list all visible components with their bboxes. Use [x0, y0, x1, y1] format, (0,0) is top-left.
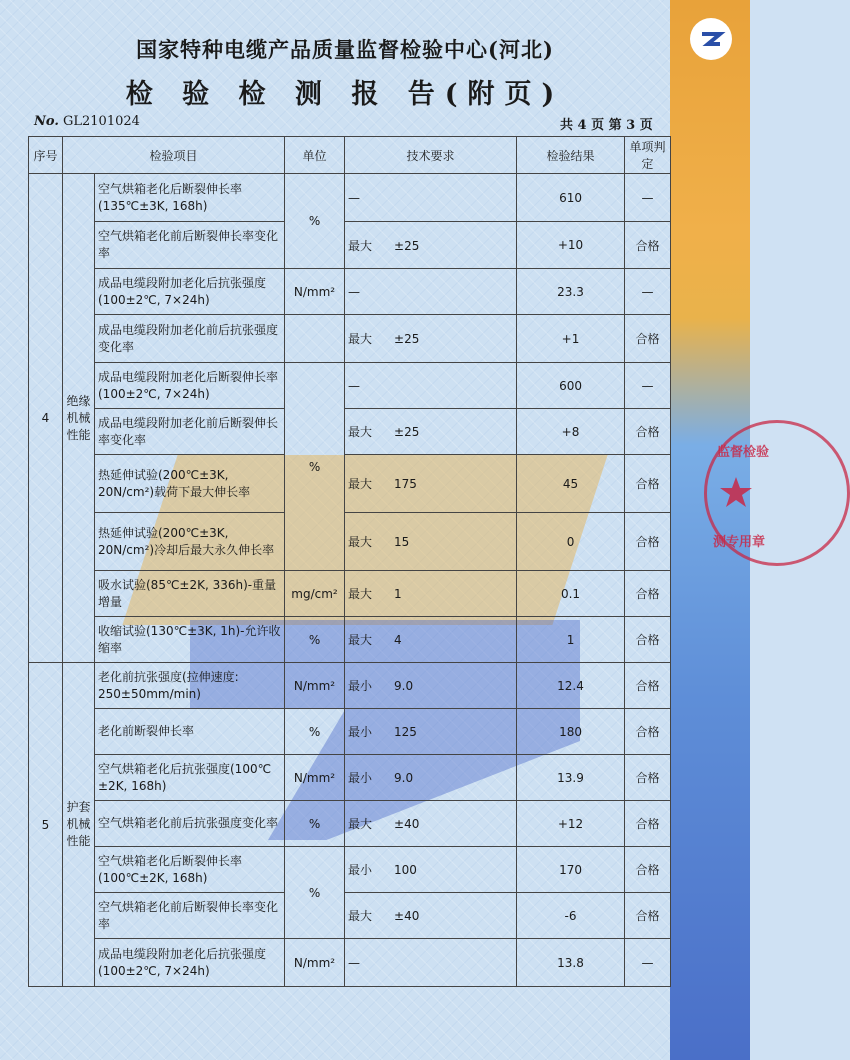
- row-judgement: 合格: [625, 663, 671, 709]
- seal-text-bottom: 测专用章: [713, 535, 766, 550]
- requirement-limit: 最大: [348, 909, 373, 923]
- page-info: 共 4 页 第 3 页: [560, 118, 653, 133]
- seal-star-icon: [719, 475, 753, 509]
- row-result: 12.4: [517, 663, 625, 709]
- row-judgement: 合格: [625, 409, 671, 455]
- row-result: 0: [517, 513, 625, 571]
- header-seq: 序号: [29, 137, 63, 174]
- results-table: [28, 136, 671, 987]
- requirement-limit: 最大: [348, 587, 373, 601]
- row-judgement: —: [625, 363, 671, 409]
- row-judgement: —: [625, 939, 671, 987]
- row-judgement: 合格: [625, 755, 671, 801]
- requirement-limit: —: [348, 190, 361, 205]
- group-seq: 5: [29, 663, 63, 987]
- requirement-limit: —: [348, 284, 361, 299]
- row-requirement: [345, 571, 517, 617]
- row-requirement: [345, 269, 517, 315]
- row-requirement: [345, 893, 517, 939]
- row-requirement: [345, 939, 517, 987]
- header-unit: 单位: [285, 137, 345, 174]
- requirement-value: ±25: [394, 238, 420, 253]
- requirement-limit: 最大: [348, 238, 373, 253]
- no-label: No.: [34, 114, 59, 129]
- row-item: 成品电缆段附加老化前后断裂伸长率变化率: [95, 409, 285, 455]
- report-title: 检 验 检 测 报 告(附页): [125, 79, 565, 110]
- requirement-limit: 最大: [348, 425, 373, 439]
- table-row: [29, 174, 671, 222]
- row-requirement: [345, 409, 517, 455]
- row-result: -6: [517, 893, 625, 939]
- row-judgement: —: [625, 269, 671, 315]
- row-item: 热延伸试验(200℃±3K, 20N/cm²)冷却后最大永久伸长率: [95, 513, 285, 571]
- requirement-limit: 最大: [348, 817, 373, 831]
- table-row: [29, 847, 671, 893]
- requirement-value: ±25: [394, 332, 420, 346]
- row-unit: [285, 315, 345, 363]
- row-requirement: [345, 617, 517, 663]
- requirement-value: 9.0: [394, 771, 414, 785]
- row-judgement: —: [625, 174, 671, 222]
- row-requirement: [345, 709, 517, 755]
- table-row: [29, 663, 671, 709]
- row-result: 45: [517, 455, 625, 513]
- row-judgement: 合格: [625, 455, 671, 513]
- requirement-value: 125: [394, 725, 417, 739]
- report-no-value: GL2101024: [63, 114, 140, 129]
- table-row: [29, 755, 671, 801]
- row-item: 成品电缆段附加老化后抗张强度(100±2℃, 7×24h): [95, 939, 285, 987]
- row-item: 成品电缆段附加老化后断裂伸长率(100±2℃, 7×24h): [95, 363, 285, 409]
- row-requirement: [345, 801, 517, 847]
- seal-text-top: 监督检验: [717, 445, 770, 460]
- row-judgement: 合格: [625, 315, 671, 363]
- row-requirement: [345, 513, 517, 571]
- table-row: [29, 315, 671, 363]
- table-row: [29, 571, 671, 617]
- table-row: [29, 617, 671, 663]
- table-row: [29, 222, 671, 269]
- table-row: [29, 801, 671, 847]
- table-row: [29, 513, 671, 571]
- table-row: [29, 709, 671, 755]
- requirement-limit: 最大: [348, 535, 373, 549]
- row-result: +12: [517, 801, 625, 847]
- requirement-limit: 最大: [348, 633, 373, 647]
- table-row: [29, 893, 671, 939]
- row-item: 成品电缆段附加老化前后抗张强度变化率: [95, 315, 285, 363]
- header-judgement: 单项判定: [625, 137, 671, 174]
- requirement-value: ±40: [394, 817, 420, 831]
- table-row: [29, 939, 671, 987]
- row-unit: %: [285, 709, 345, 755]
- row-unit: %: [285, 801, 345, 847]
- row-result: 180: [517, 709, 625, 755]
- table-row: [29, 363, 671, 409]
- row-unit: N/mm²: [285, 755, 345, 801]
- row-judgement: 合格: [625, 847, 671, 893]
- requirement-value: 9.0: [394, 679, 414, 693]
- group-seq: 4: [29, 174, 63, 663]
- row-judgement: 合格: [625, 222, 671, 269]
- requirement-limit: 最小: [348, 725, 373, 739]
- row-item: 空气烘箱老化后断裂伸长率(100℃±2K, 168h): [95, 847, 285, 893]
- requirement-value: ±40: [394, 909, 420, 923]
- requirement-limit: 最小: [348, 863, 373, 877]
- requirement-value: ±25: [394, 425, 420, 439]
- header-requirement: 技术要求: [345, 137, 517, 174]
- row-unit: %: [285, 847, 345, 939]
- row-item: 老化前断裂伸长率: [95, 709, 285, 755]
- row-item: 收缩试验(130℃±3K, 1h)-允许收缩率: [95, 617, 285, 663]
- table-row: [29, 269, 671, 315]
- row-requirement: [345, 174, 517, 222]
- row-result: +10: [517, 222, 625, 269]
- row-item: 空气烘箱老化后断裂伸长率(135℃±3K, 168h): [95, 174, 285, 222]
- row-judgement: 合格: [625, 513, 671, 571]
- requirement-value: 100: [394, 863, 417, 877]
- row-result: 13.9: [517, 755, 625, 801]
- row-result: 13.8: [517, 939, 625, 987]
- emblem-icon: [690, 18, 732, 60]
- requirement-value: 4: [394, 633, 402, 647]
- row-result: 610: [517, 174, 625, 222]
- requirement-limit: 最小: [348, 771, 373, 785]
- requirement-value: 1: [394, 587, 402, 601]
- row-item: 空气烘箱老化前后抗张强度变化率: [95, 801, 285, 847]
- row-unit: mg/cm²: [285, 571, 345, 617]
- row-item: 吸水试验(85℃±2K, 336h)-重量增量: [95, 571, 285, 617]
- table-row: [29, 409, 671, 455]
- organization-name: 国家特种电缆产品质量监督检验中心(河北): [136, 37, 554, 62]
- row-result: +8: [517, 409, 625, 455]
- row-unit: N/mm²: [285, 269, 345, 315]
- row-item: 成品电缆段附加老化后抗张强度(100±2℃, 7×24h): [95, 269, 285, 315]
- row-result: 23.3: [517, 269, 625, 315]
- requirement-value: 175: [394, 477, 417, 491]
- requirement-limit: —: [348, 955, 361, 970]
- row-item: 空气烘箱老化前后断裂伸长率变化率: [95, 222, 285, 269]
- table-row: [29, 455, 671, 513]
- row-unit: %: [285, 363, 345, 571]
- row-item: 热延伸试验(200℃±3K, 20N/cm²)载荷下最大伸长率: [95, 455, 285, 513]
- row-judgement: 合格: [625, 709, 671, 755]
- row-judgement: 合格: [625, 893, 671, 939]
- requirement-limit: 最大: [348, 332, 373, 346]
- row-requirement: [345, 222, 517, 269]
- table-header-row: [29, 137, 671, 174]
- row-requirement: [345, 315, 517, 363]
- row-requirement: [345, 847, 517, 893]
- report-number: [34, 114, 140, 129]
- header-item: 检验项目: [63, 137, 285, 174]
- row-judgement: 合格: [625, 801, 671, 847]
- row-requirement: [345, 755, 517, 801]
- row-result: +1: [517, 315, 625, 363]
- row-unit: N/mm²: [285, 663, 345, 709]
- row-requirement: [345, 455, 517, 513]
- row-judgement: 合格: [625, 571, 671, 617]
- row-item: 空气烘箱老化前后断裂伸长率变化率: [95, 893, 285, 939]
- row-judgement: 合格: [625, 617, 671, 663]
- row-unit: %: [285, 174, 345, 269]
- row-result: 0.1: [517, 571, 625, 617]
- group-category: 护套机械性能: [63, 663, 95, 987]
- group-category: 绝缘机械性能: [63, 174, 95, 663]
- row-requirement: [345, 663, 517, 709]
- requirement-limit: —: [348, 378, 361, 393]
- row-requirement: [345, 363, 517, 409]
- row-result: 600: [517, 363, 625, 409]
- row-unit: %: [285, 617, 345, 663]
- row-unit: N/mm²: [285, 939, 345, 987]
- requirement-limit: 最大: [348, 477, 373, 491]
- official-seal: [704, 420, 850, 566]
- requirement-value: 15: [394, 535, 410, 549]
- row-item: 空气烘箱老化后抗张强度(100℃±2K, 168h): [95, 755, 285, 801]
- requirement-limit: 最小: [348, 679, 373, 693]
- row-result: 1: [517, 617, 625, 663]
- header-result: 检验结果: [517, 137, 625, 174]
- row-item: 老化前抗张强度(拉伸速度: 250±50mm/min): [95, 663, 285, 709]
- row-result: 170: [517, 847, 625, 893]
